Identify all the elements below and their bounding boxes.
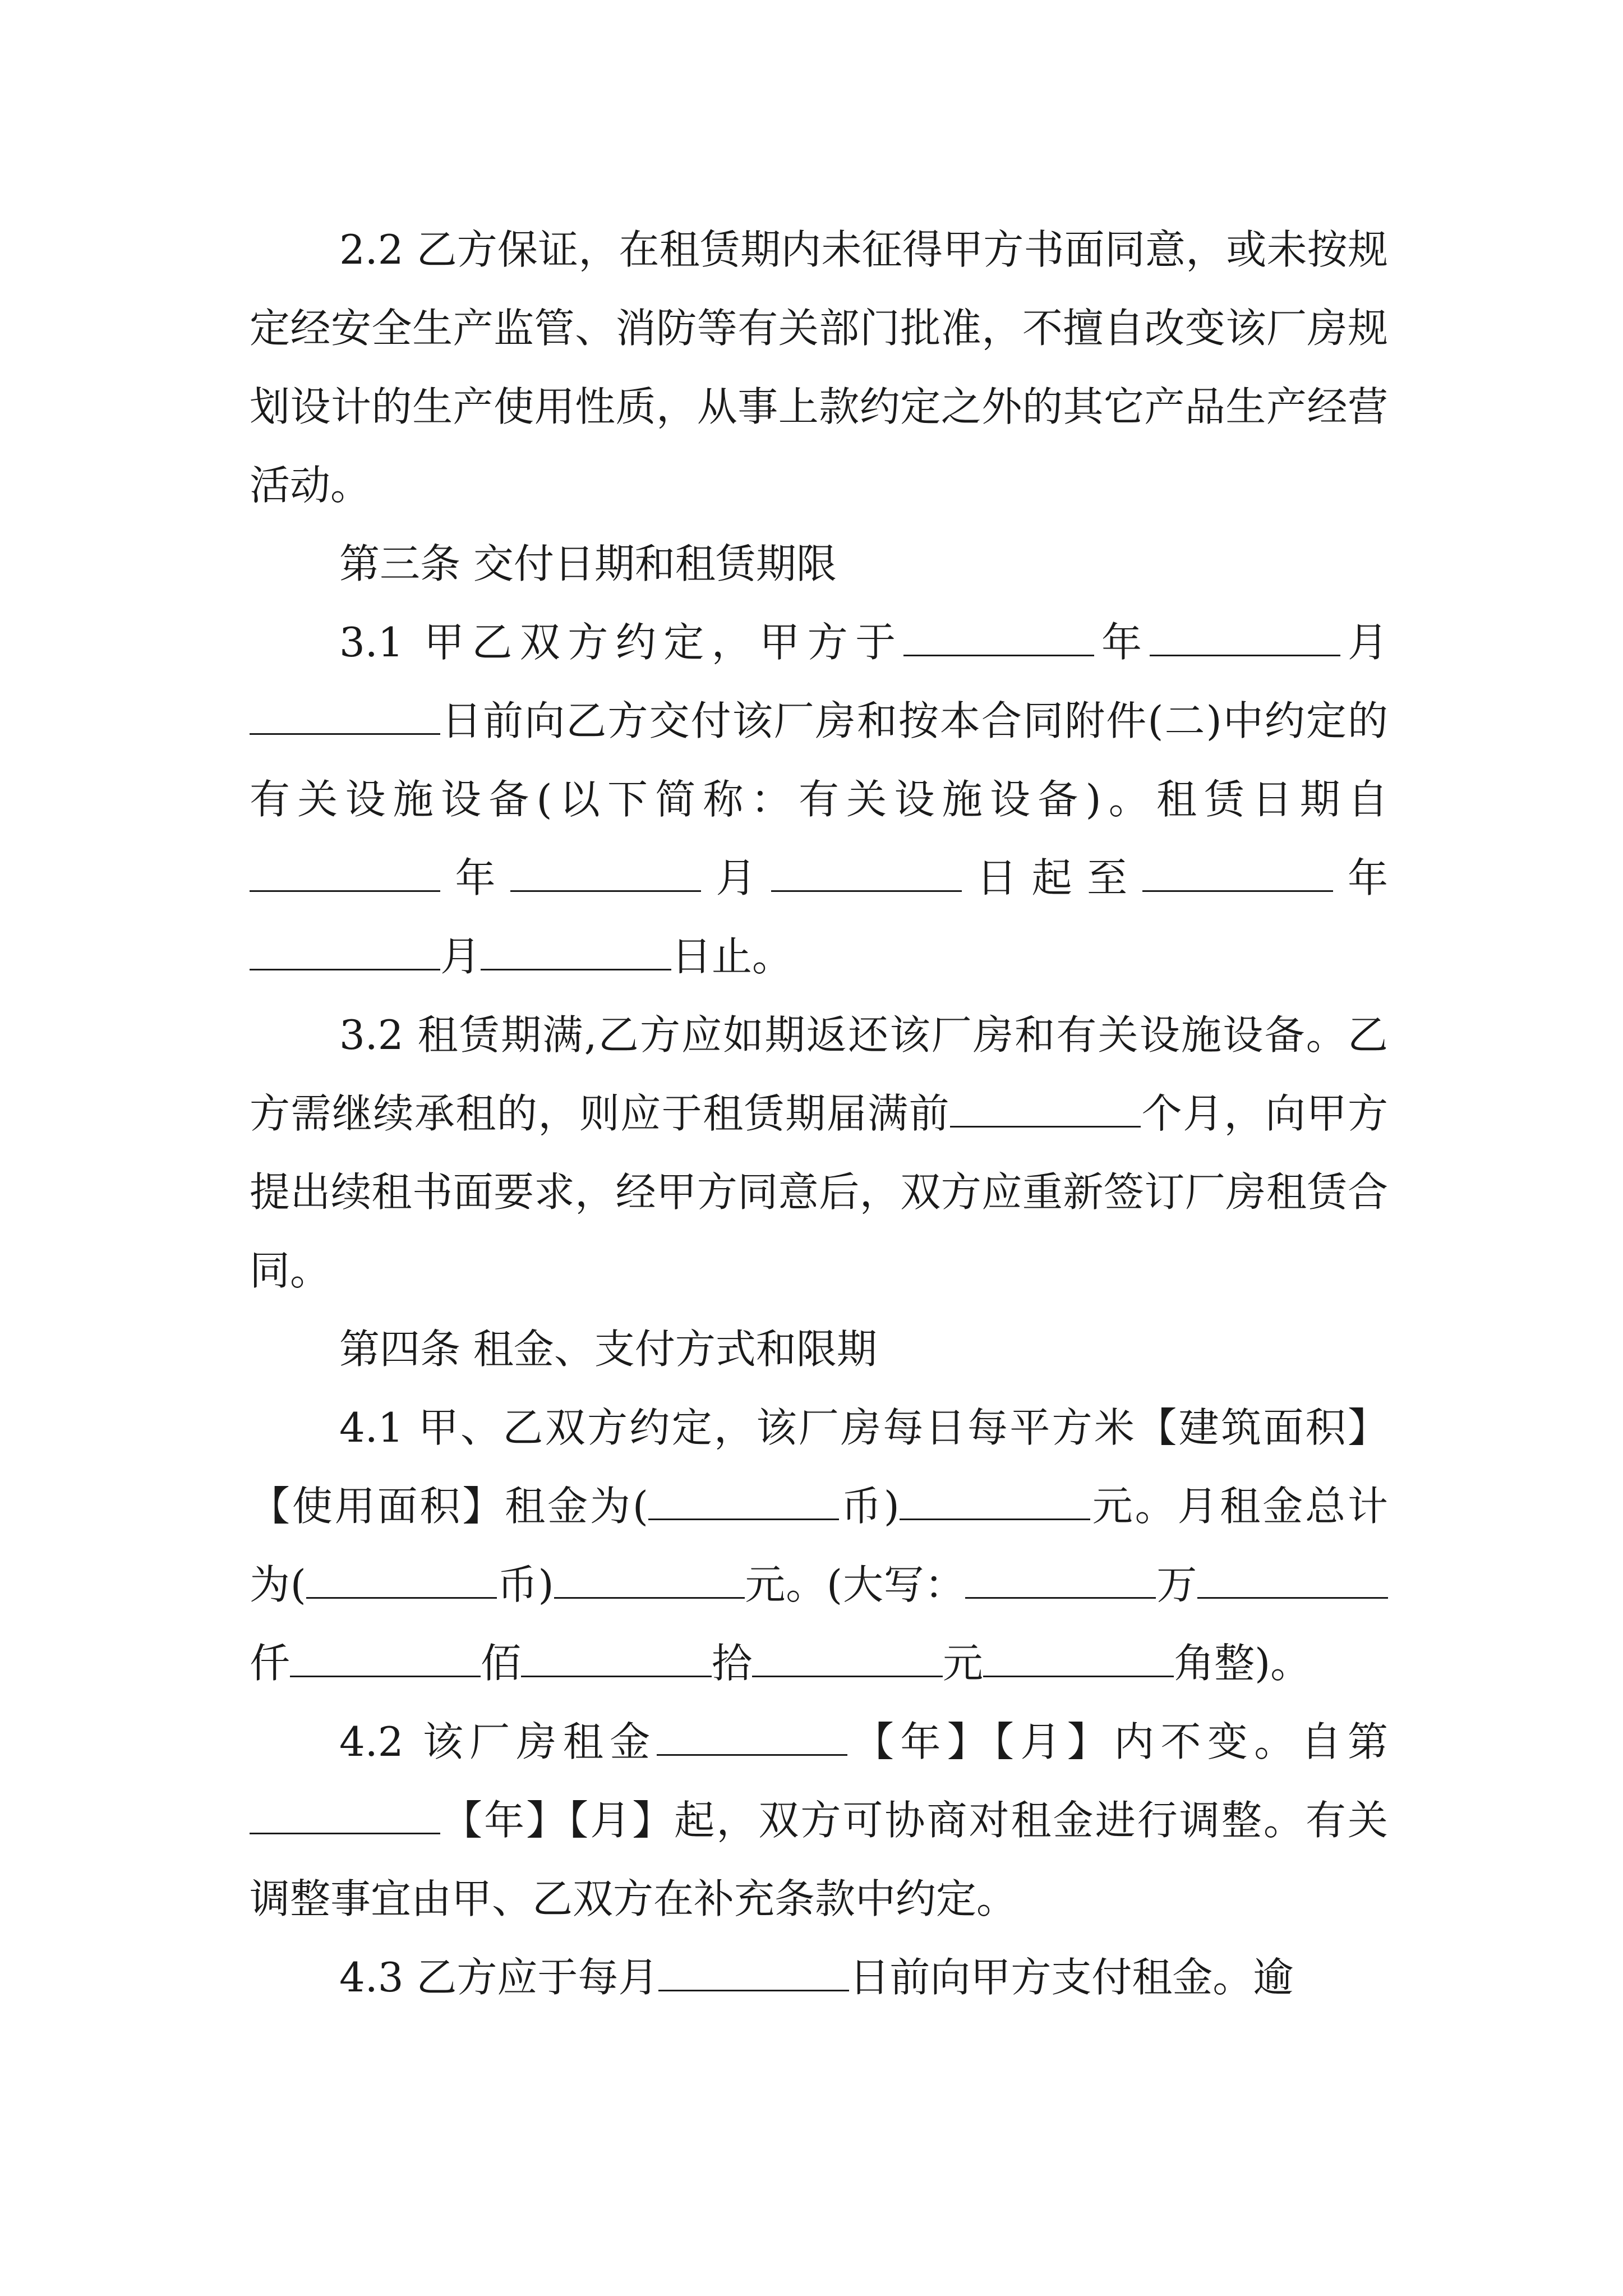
clause-text: 日前向乙方交付该厂房和按本合同附件(二)中约定的有关设施设备(以下简称：有关设施设备)。租赁日期自 (250, 697, 1388, 823)
clause-text: 佰 (481, 1640, 522, 1687)
fill-blank[interactable] (658, 1958, 849, 1991)
clause-text: 月 (440, 933, 481, 980)
fill-blank[interactable] (510, 859, 701, 892)
fill-blank[interactable] (648, 1487, 839, 1520)
clause-text: 角整)。 (1174, 1640, 1311, 1687)
fill-blank[interactable] (752, 1644, 943, 1677)
fill-blank[interactable] (771, 859, 962, 892)
article-4-heading (250, 1310, 1388, 1388)
fill-blank[interactable] (1142, 859, 1333, 892)
clause-text: 日起至 (961, 854, 1142, 901)
clause-4-1 (250, 1388, 1388, 1703)
fill-blank[interactable] (250, 702, 440, 735)
clause-text: 4.1 甲、乙双方约定，该厂房每日每平方米【建筑面积】【使用面积】租金为( (250, 1404, 1388, 1530)
clause-text: 2.2 乙方保证，在租赁期内未征得甲方书面同意，或未按规定经安全生产监管、消防等有关部门批准，不擅自改变该厂房规划设计的生产使用性质，从事上款约定之外的其它产品生产经营活动。 (250, 226, 1388, 509)
clause-text: 年 (440, 854, 510, 901)
clause-3-1 (250, 603, 1388, 996)
fill-blank[interactable] (521, 1644, 712, 1677)
fill-blank[interactable] (983, 1644, 1174, 1677)
fill-blank[interactable] (306, 1566, 497, 1599)
fill-blank[interactable] (250, 937, 440, 970)
fill-blank[interactable] (965, 1566, 1156, 1599)
clause-text: 年 (1332, 854, 1388, 901)
clause-text: 年 (1094, 619, 1150, 666)
clause-text: 3.2 租赁期满,乙方应如期返还该厂房和有关设施设备。乙方需继续承租的，则应于租赁期届满前 (250, 1011, 1388, 1137)
clause-text: 3.1 甲乙双方约定，甲方于 (339, 619, 903, 666)
clause-text: 个月，向甲方提出续租书面要求，经甲方同意后，双方应重新签订厂房租赁合同。 (250, 1090, 1388, 1294)
fill-blank[interactable] (950, 1094, 1141, 1128)
clause-text: 万 (1156, 1561, 1198, 1608)
clause-text: 元。月租金总计为( (250, 1483, 1389, 1608)
fill-blank[interactable] (290, 1644, 481, 1677)
clause-text: 【年】【月】起，双方可协商对租金进行调整。有关调整事宜由甲、乙双方在补充条款中约定。 (250, 1797, 1388, 1922)
fill-blank[interactable] (250, 1801, 440, 1834)
fill-blank[interactable] (900, 1487, 1090, 1520)
fill-blank[interactable] (554, 1566, 745, 1599)
clause-text: 币) (496, 1561, 554, 1608)
clause-2-2 (250, 210, 1388, 524)
fill-blank[interactable] (250, 859, 440, 892)
heading-text: 第三条 交付日期和租赁期限 (339, 540, 837, 587)
clause-text: 仟 (250, 1640, 291, 1687)
heading-text: 第四条 租金、支付方式和限期 (339, 1326, 877, 1373)
document-body (250, 210, 1388, 2017)
clause-4-2 (250, 1703, 1388, 1938)
fill-blank[interactable] (1197, 1566, 1388, 1599)
clause-4-3 (250, 1938, 1388, 2017)
article-3-heading (250, 524, 1388, 603)
fill-blank[interactable] (481, 937, 671, 970)
clause-text: 日前向甲方支付租金。逾 (849, 1954, 1294, 2001)
clause-text: 月 (1340, 619, 1388, 666)
fill-blank[interactable] (1150, 623, 1340, 656)
clause-text: 【年】【月】内不变。自第 (847, 1718, 1388, 1765)
clause-text: 拾 (712, 1640, 753, 1687)
clause-text: 元 (943, 1640, 984, 1687)
clause-3-2 (250, 996, 1388, 1310)
clause-text: 币) (839, 1483, 900, 1530)
clause-text: 4.3 乙方应于每月 (339, 1954, 659, 2001)
fill-blank[interactable] (903, 623, 1094, 656)
fill-blank[interactable] (657, 1723, 847, 1756)
clause-text: 4.2 该厂房租金 (339, 1718, 657, 1765)
clause-text: 月 (700, 854, 771, 901)
clause-text: 日止。 (671, 933, 793, 980)
clause-text: 元。(大写： (744, 1561, 966, 1608)
